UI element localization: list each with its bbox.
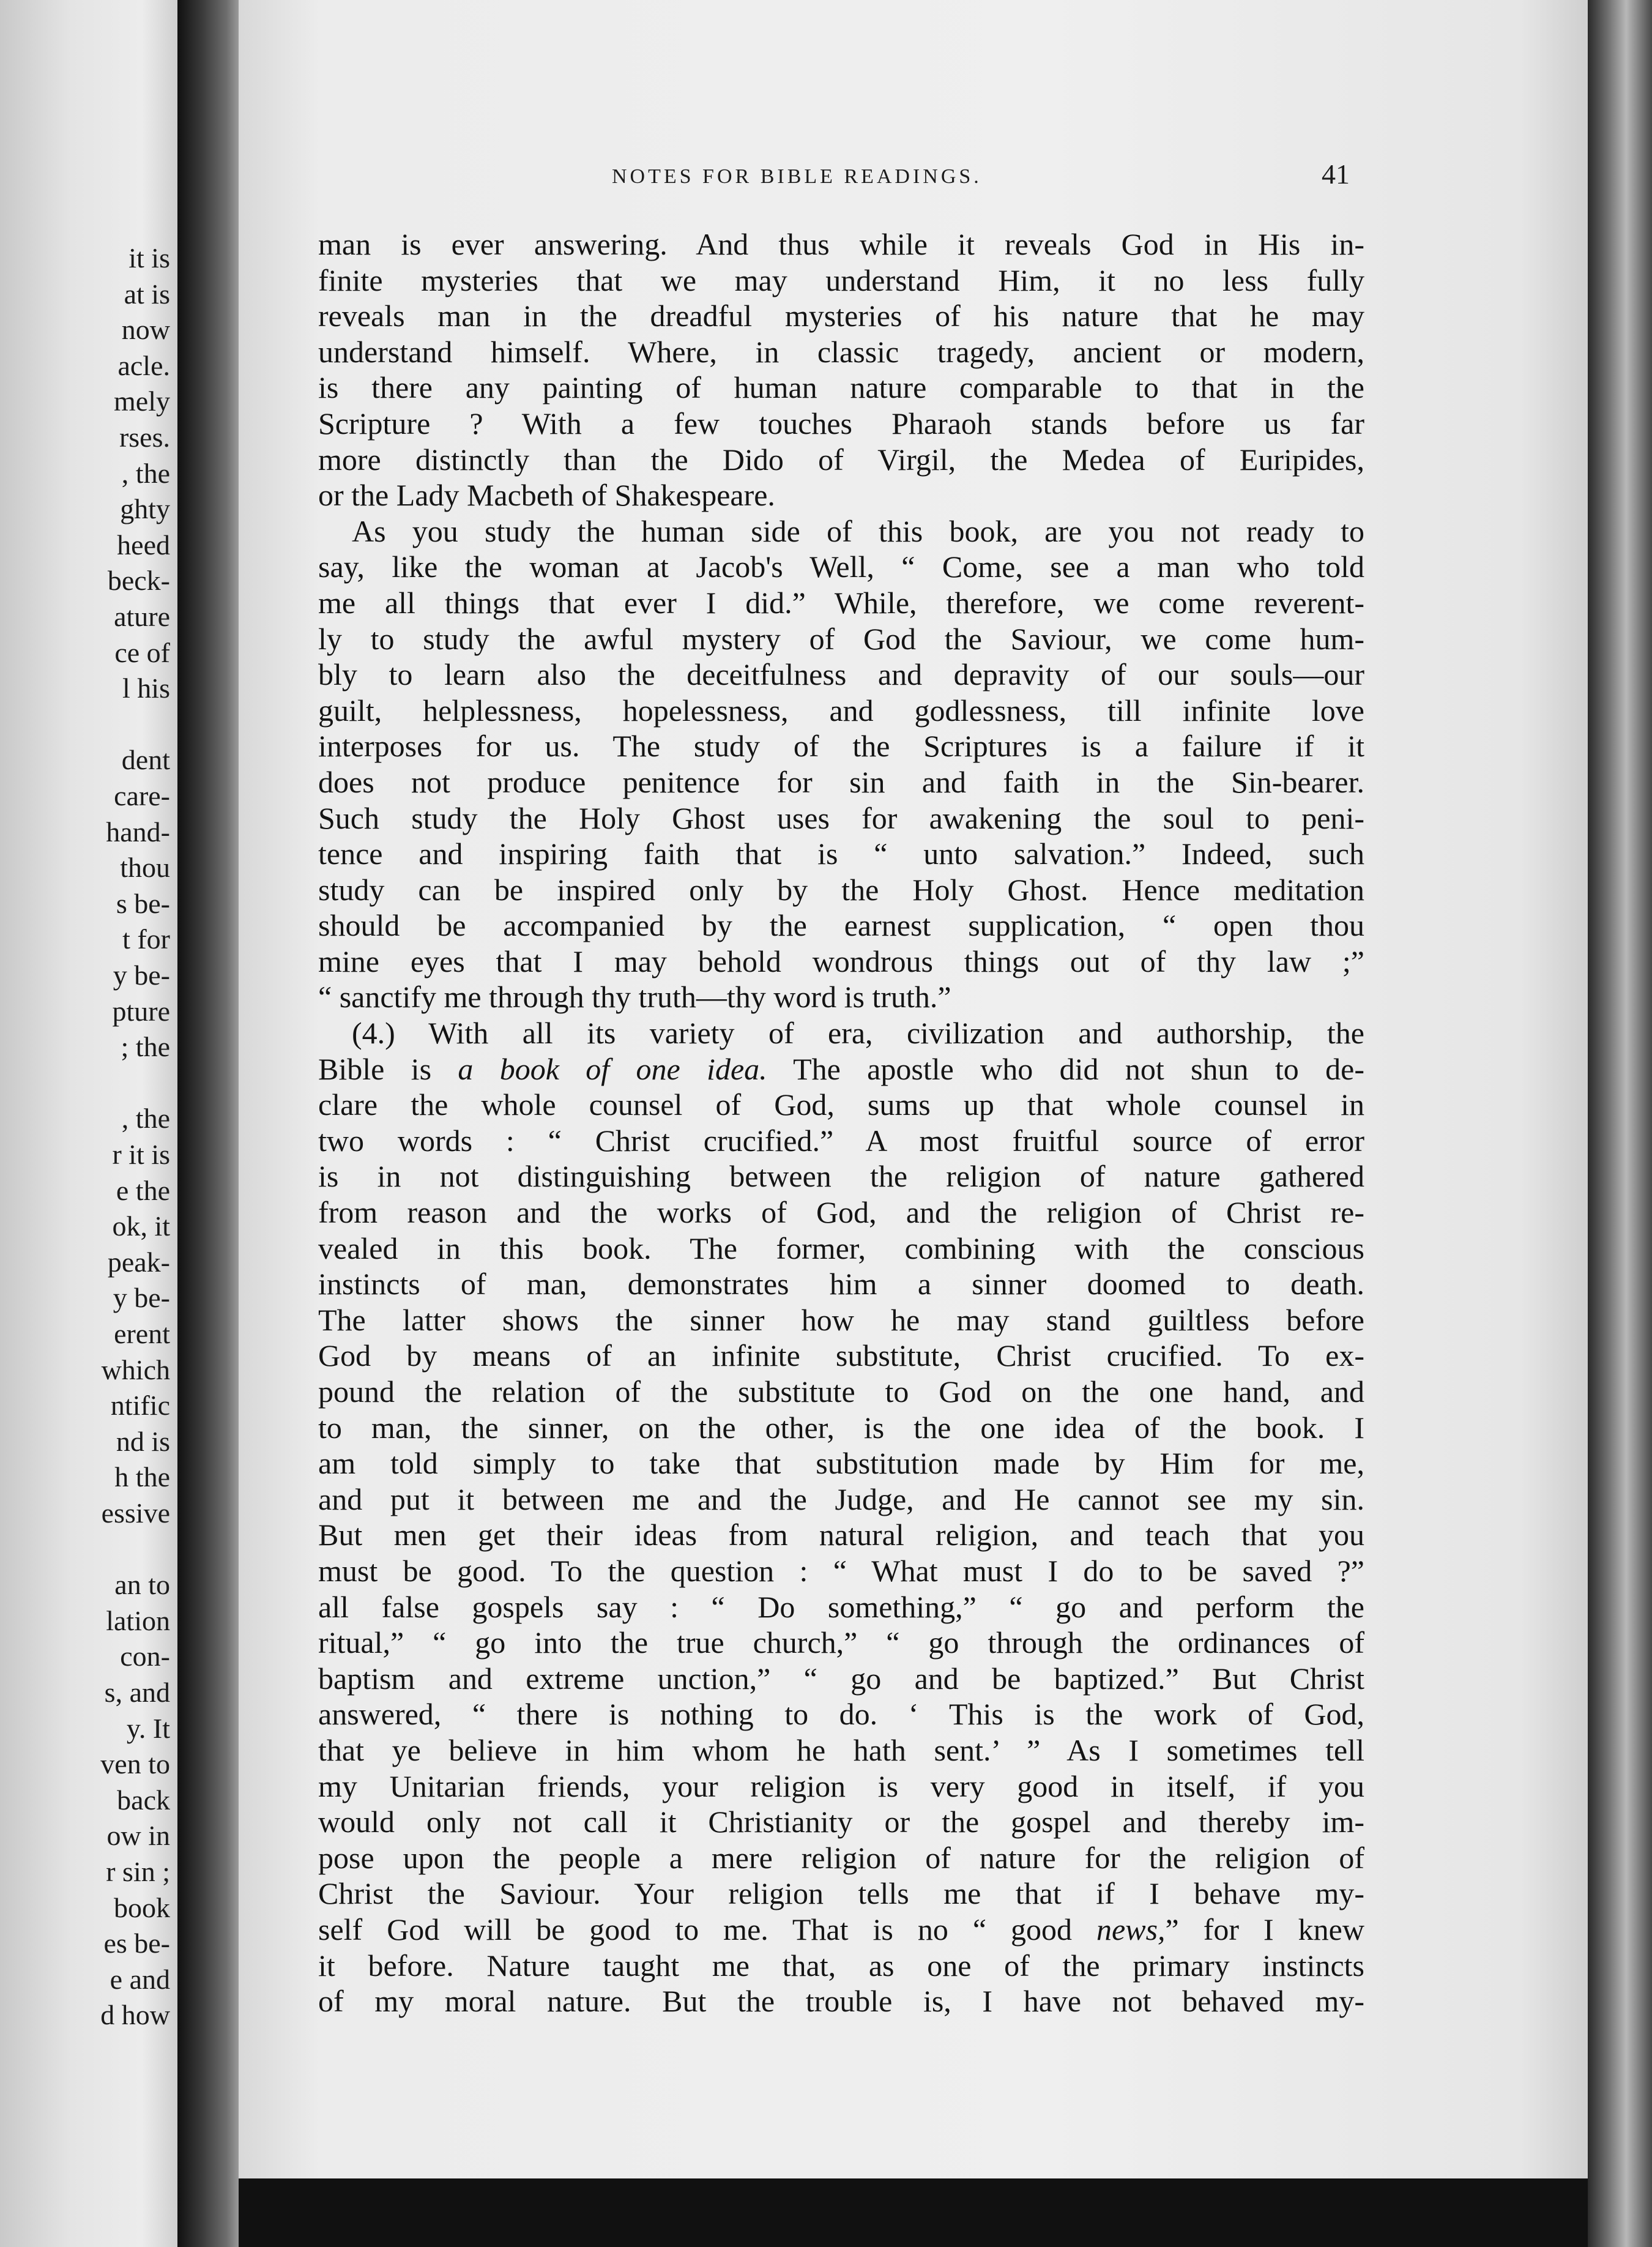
page-number: 41 — [1322, 158, 1350, 190]
text-line: “ sanctify me through thy truth—thy word is truth.” — [318, 980, 951, 1015]
left-page-fragment: y. It — [126, 1712, 170, 1744]
text-run: Bible is — [318, 1051, 458, 1086]
text-line: or the Lady Macbeth of Shakespeare. — [318, 478, 775, 513]
body-text — [318, 226, 1364, 2019]
left-page-fragment: es be- — [103, 1928, 170, 1959]
left-page-fragment: , the — [121, 457, 170, 489]
text-line: ritual,” “ go into the true church,” “ go through the ordinances of — [318, 1625, 1364, 1660]
text-line: guilt, helplessness, hopelessness, and godlessness, till infinite love — [318, 693, 1364, 728]
book-right-edge — [1588, 0, 1652, 2247]
text-run: ” for I knew — [1165, 1912, 1364, 1947]
italic-word: news, — [1096, 1912, 1166, 1947]
left-page-fragment: d how — [100, 1999, 170, 2031]
text-line — [318, 1912, 1364, 1948]
text-line: my Unitarian friends, your religion is very good in itself, if you — [318, 1768, 1364, 1803]
page-bottom-shadow — [239, 2178, 1588, 2247]
text-line: pound the relation of the substitute to God on the one hand, and — [318, 1374, 1364, 1409]
text-line: would only not call it Christianity or the gospel and thereby im- — [318, 1805, 1364, 1839]
text-line: As you study the human side of this book, are you not ready to — [352, 513, 1364, 548]
left-page-fragment: essive — [101, 1497, 170, 1529]
left-page-fragment: beck- — [107, 565, 170, 597]
left-page-fragment: an to — [114, 1569, 170, 1601]
left-page-fragment: peak- — [107, 1246, 170, 1278]
text-line: ly to study the awful mystery of God the Saviour, we come hum- — [318, 621, 1364, 656]
left-page-fragment: back — [117, 1784, 170, 1816]
left-page-fragment: e the — [116, 1174, 170, 1206]
left-page-fragment: ; the — [121, 1031, 170, 1063]
left-page-fragment: erent — [114, 1318, 170, 1349]
text-line: clare the whole counsel of God, sums up that whole counsel in — [318, 1087, 1364, 1122]
left-page-fragment: pture — [112, 995, 170, 1027]
text-line: understand himself. Where, in classic tragedy, ancient or modern, — [318, 334, 1364, 369]
left-page-fragment: heed — [117, 529, 170, 561]
text-line: interposes for us. The study of the Scriptures is a failure if it — [318, 729, 1364, 764]
text-line: man is ever answering. And thus while it reveals God in His in- — [318, 227, 1364, 261]
text-run: The apostle who did not shun to de- — [767, 1051, 1364, 1086]
italic-phrase: a book of one idea. — [458, 1051, 767, 1086]
text-line: tence and inspiring faith that is “ unto salvation.” Indeed, such — [318, 837, 1364, 871]
text-line: more distinctly than the Dido of Virgil, the Medea of Euripides, — [318, 442, 1364, 477]
left-page-fragment: ntific — [110, 1390, 170, 1422]
left-page-fragment: s be- — [116, 887, 170, 919]
text-line: Scripture ? With a few touches Pharaoh stands before us far — [318, 406, 1364, 441]
left-page-fragment: e and — [110, 1963, 170, 1995]
left-facing-page — [0, 0, 177, 2247]
left-page-fragment: ok, it — [112, 1210, 170, 1242]
text-line: vealed in this book. The former, combining with the conscious — [318, 1231, 1364, 1265]
text-line: is in not distinguishing between the religion of nature gathered — [318, 1159, 1364, 1194]
text-line — [318, 1051, 1364, 1087]
left-page-fragment: ce of — [114, 636, 170, 668]
left-page-fragment: ature — [114, 601, 170, 632]
text-line: from reason and the works of God, and the religion of Christ re- — [318, 1195, 1364, 1230]
text-line: pose upon the people a mere religion of nature for the religion of — [318, 1840, 1364, 1875]
left-page-fragment: s, and — [104, 1677, 170, 1708]
text-line: God by means of an infinite substitute, Christ crucified. To ex- — [318, 1338, 1364, 1373]
text-line: me all things that ever I did.” While, therefore, we come reverent- — [318, 585, 1364, 620]
text-line: Such study the Holy Ghost uses for awakening the soul to peni- — [318, 800, 1364, 835]
text-line: bly to learn also the deceitfulness and depravity of our souls—our — [318, 657, 1364, 692]
left-page-fragment: care- — [114, 780, 170, 811]
text-line: say, like the woman at Jacob's Well, “ Come, see a man who told — [318, 550, 1364, 584]
left-page-fragment: hand- — [106, 816, 170, 848]
running-head: NOTES FOR BIBLE READINGS. — [612, 165, 982, 188]
text-line: study can be inspired only by the Holy Ghost. Hence meditation — [318, 872, 1364, 907]
left-page-fragment: t for — [122, 923, 170, 955]
text-line: Christ the Saviour. Your religion tells me that if I behave my- — [318, 1876, 1364, 1911]
text-line: of my moral nature. But the trouble is, I have not behaved my- — [318, 1984, 1364, 2019]
left-page-fragment: book — [114, 1891, 170, 1923]
text-line: that ye believe in him whom he hath sent.’ ” As I sometimes tell — [318, 1732, 1364, 1767]
text-line: answered, “ there is nothing to do. ‘ This is the work of God, — [318, 1697, 1364, 1732]
left-page-fragment: at is — [124, 278, 170, 310]
left-page-fragment: acle. — [117, 349, 170, 381]
left-page-fragment: con- — [120, 1641, 170, 1672]
text-line: it before. Nature taught me that, as one of the primary instincts — [318, 1948, 1364, 1983]
text-line: should be accompanied by the earnest supplication, “ open thou — [318, 908, 1364, 943]
left-page-fragment: r sin ; — [106, 1856, 170, 1887]
book-gutter — [177, 0, 239, 2247]
text-line: The latter shows the sinner how he may stand guiltless before — [318, 1302, 1364, 1337]
text-line: is there any painting of human nature comparable to that in the — [318, 370, 1364, 405]
left-page-fragment: ghty — [120, 493, 170, 525]
left-page-fragment: it is — [128, 242, 170, 274]
text-line: to man, the sinner, on the other, is the one idea of the book. I — [318, 1410, 1364, 1445]
text-line: does not produce penitence for sin and faith in the Sin-bearer. — [318, 764, 1364, 799]
text-line: But men get their ideas from natural religion, and teach that you — [318, 1518, 1364, 1552]
text-line: and put it between me and the Judge, and He cannot see my sin. — [318, 1481, 1364, 1516]
text-line: am told simply to take that substitution made by Him for me, — [318, 1446, 1364, 1481]
text-line: finite mysteries that we may understand Him, it no less fully — [318, 263, 1364, 297]
text-line: reveals man in the dreadful mysteries of his nature that he may — [318, 299, 1364, 334]
text-run: self God will be good to me. That is no “ good — [318, 1912, 1097, 1947]
left-page-fragment: now — [121, 314, 170, 346]
text-line: mine eyes that I may behold wondrous things out of thy law ;” — [318, 944, 1364, 978]
left-page-fragment: y be- — [113, 1282, 170, 1314]
left-page-fragment: r it is — [112, 1139, 170, 1170]
left-page-fragment: dent — [121, 744, 170, 776]
left-page-fragment: ow in — [106, 1820, 170, 1852]
text-line: all false gospels say : “ Do something,” “ go and perform the — [318, 1589, 1364, 1624]
left-page-fragment: l his — [122, 673, 170, 704]
left-page-fragment: lation — [106, 1604, 170, 1636]
left-page-fragment: which — [101, 1354, 170, 1385]
left-page-fragment: nd is — [116, 1425, 170, 1457]
text-line: instincts of man, demonstrates him a sinner doomed to death. — [318, 1267, 1364, 1302]
text-line: two words : “ Christ crucified.” A most fruitful source of error — [318, 1123, 1364, 1158]
left-page-fragment: thou — [120, 852, 170, 884]
left-page-fragment: , the — [121, 1103, 170, 1135]
text-line: must be good. To the question : “ What must I do to be saved ?” — [318, 1553, 1364, 1588]
left-page-fragment: rses. — [119, 422, 170, 453]
left-page-fragment: ven to — [100, 1748, 170, 1780]
text-line: baptism and extreme unction,” “ go and be baptized.” But Christ — [318, 1661, 1364, 1696]
left-page-fragment: y be- — [113, 960, 170, 991]
text-line: (4.) With all its variety of era, civilization and authorship, the — [352, 1016, 1364, 1051]
left-page-fragment: h the — [114, 1461, 170, 1493]
left-page-fragment: mely — [114, 386, 170, 417]
